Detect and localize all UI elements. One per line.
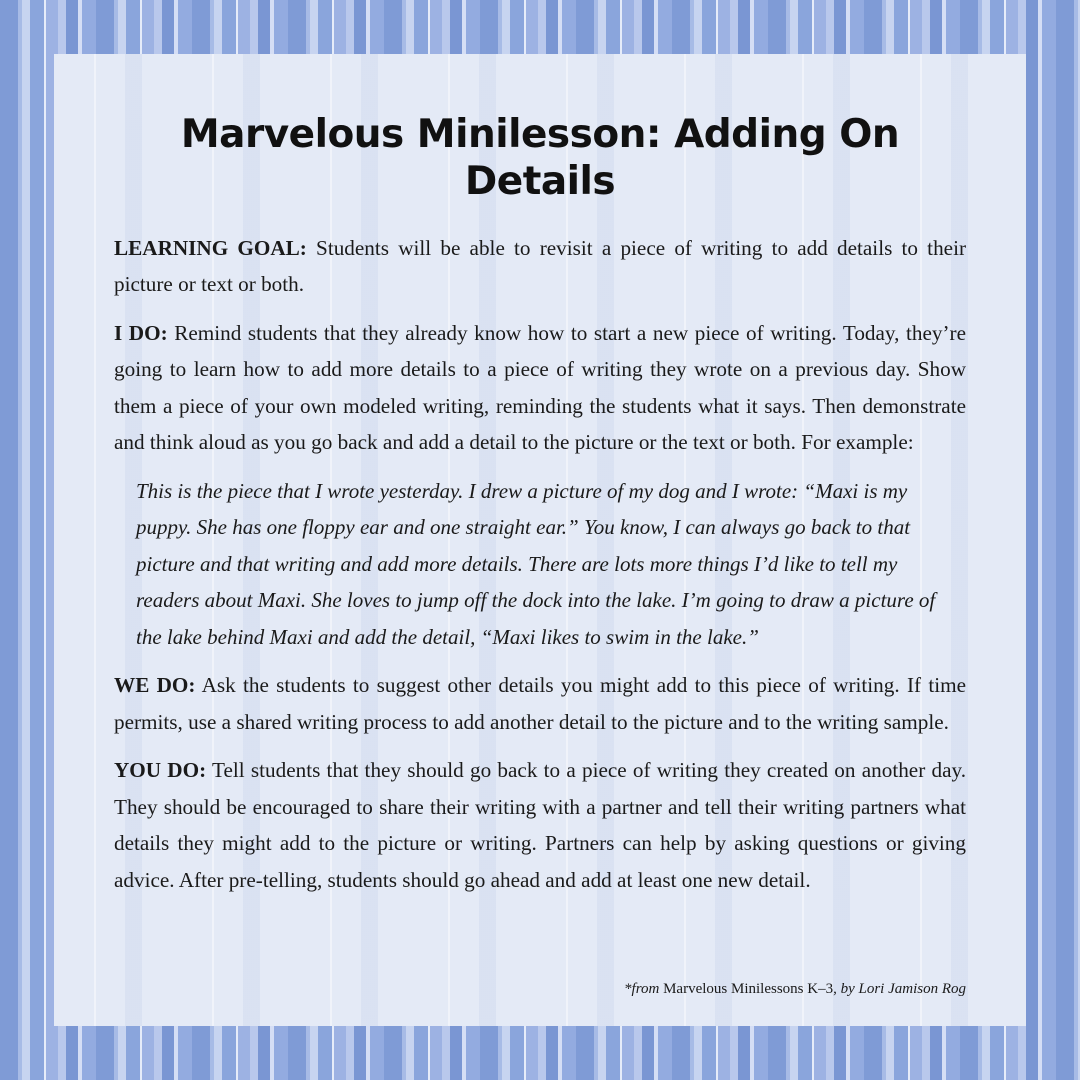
source-credit — [624, 981, 966, 998]
credit-author: by Lori Jamison Rog — [840, 981, 966, 997]
you-do-paragraph — [114, 752, 966, 898]
learning-goal-paragraph — [114, 230, 966, 303]
we-do-paragraph — [114, 667, 966, 740]
you-do-label: YOU DO: — [114, 758, 207, 783]
credit-book: Marvelous Minilessons K–3, — [663, 981, 837, 997]
example-quote: This is the piece that I wrote yesterday. I drew a picture of my dog and I wrote: “Maxi is my puppy. She has one floppy ear and one straight ear.” You know, I can always go back to that picture and that writing and add more details. There are lots more things I’d like to tell my readers about Maxi. She loves to jump off the dock into the lake. I’m going to draw a picture of the lake behind Maxi and add the detail, “Maxi likes to swim in the lake.” — [136, 478, 936, 649]
i-do-label: I DO: — [114, 320, 168, 345]
page-title: Marvelous Minilesson: Adding On Details — [180, 112, 900, 204]
you-do-text: Tell students that they should go back to a piece of writing they created on another day. They should be encouraged to share their writing with a partner and tell their writing partners what details they might add to the picture or writing. Partners can help by asking questions or giving advice. After pre-telling, students should go ahead and add at least one new detail. — [114, 758, 966, 892]
i-do-paragraph — [114, 315, 966, 461]
we-do-text: Ask the students to suggest other details you might add to this piece of writing. If time permits, use a shared writing process to add another detail to the picture and to the writing sample. — [114, 673, 967, 734]
we-do-label: WE DO: — [114, 673, 196, 698]
learning-goal-text: Students will be able to revisit a piece of writing to add details to their picture or text or both. — [114, 235, 967, 297]
content-panel — [54, 54, 1026, 1026]
i-do-text: Remind students that they already know how to start a new piece of writing. Today, they’re going to learn how to add more details to a piece of writing they wrote on a previous day. Show them a piece of your own modeled writing, reminding the students what it says. Then demonstrate and think aloud as you go back and add a detail to the picture or the text or both. For example: — [114, 320, 966, 455]
learning-goal-label: LEARNING GOAL: — [114, 235, 307, 260]
credit-prefix: *from — [624, 981, 660, 997]
